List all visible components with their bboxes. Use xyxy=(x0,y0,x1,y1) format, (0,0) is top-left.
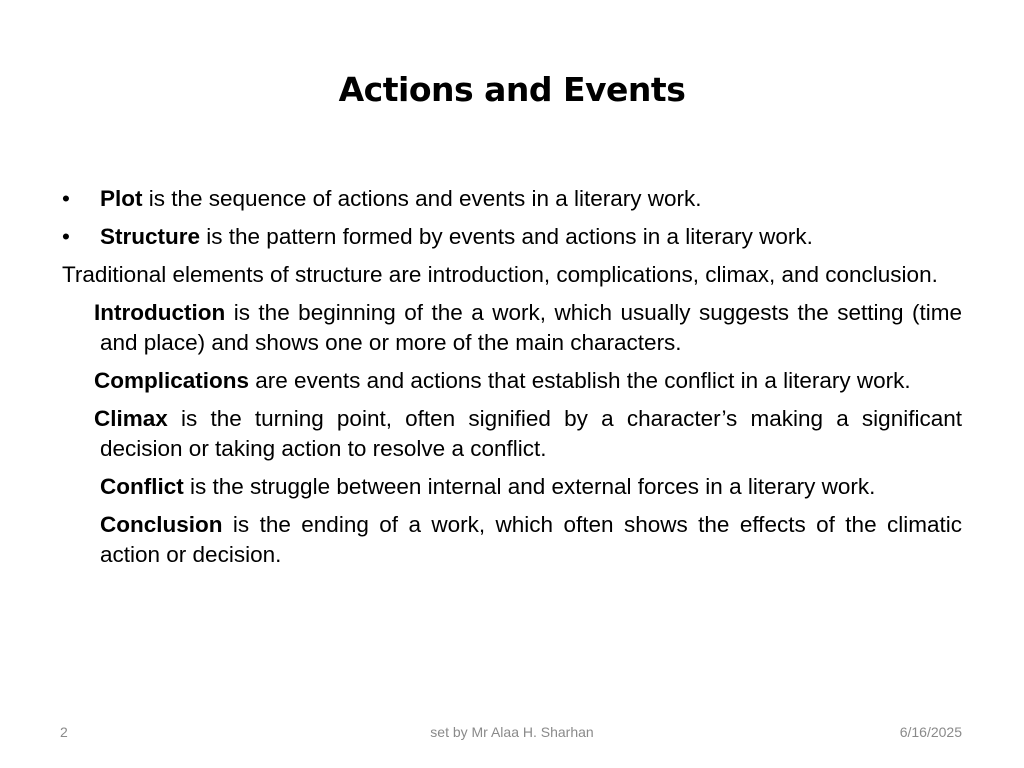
definition-complications xyxy=(62,366,962,396)
page-number: 2 xyxy=(60,724,68,740)
slide-title: Actions and Events xyxy=(338,70,686,109)
term-complications: Complications xyxy=(94,368,250,393)
definition-climax xyxy=(62,404,962,464)
traditional-elements: Traditional elements of structure are introduction, complications, climax, and conclusion. xyxy=(62,262,938,287)
text-climax: is the turning point, often signified by a character’s making a significant decision or taking action to resolve a conflict. xyxy=(100,406,962,461)
footer-author: set by Mr Alaa H. Sharhan xyxy=(430,724,594,740)
term-climax: Climax xyxy=(94,406,168,431)
definition-introduction xyxy=(62,298,962,358)
bullet-icon: • xyxy=(62,224,70,249)
bullet-plot xyxy=(62,184,962,214)
bullet-structure xyxy=(62,222,962,252)
term-conflict: Conflict xyxy=(100,474,184,499)
term-structure: Structure xyxy=(100,224,201,249)
term-conclusion: Conclusion xyxy=(100,512,223,537)
text-introduction: is the beginning of the a work, which usually suggests the setting (time and place) and shows one or more of the main characters. xyxy=(100,300,962,355)
text-structure: is the pattern formed by events and actions in a literary work. xyxy=(200,224,813,249)
text-plot: is the sequence of actions and events in a literary work. xyxy=(142,186,702,211)
definition-conclusion xyxy=(62,510,962,570)
text-conclusion: is the ending of a work, which often shows the effects of the climatic action or decision. xyxy=(100,512,962,567)
bullet-icon: • xyxy=(62,186,70,211)
slide-content xyxy=(62,184,962,578)
term-introduction: Introduction xyxy=(94,300,226,325)
footer-date: 6/16/2025 xyxy=(899,724,962,740)
text-conflict: is the struggle between internal and external forces in a literary work. xyxy=(183,474,876,499)
term-plot: Plot xyxy=(100,186,143,211)
definition-conflict xyxy=(62,472,962,502)
text-complications: are events and actions that establish the conflict in a literary work. xyxy=(249,368,911,393)
